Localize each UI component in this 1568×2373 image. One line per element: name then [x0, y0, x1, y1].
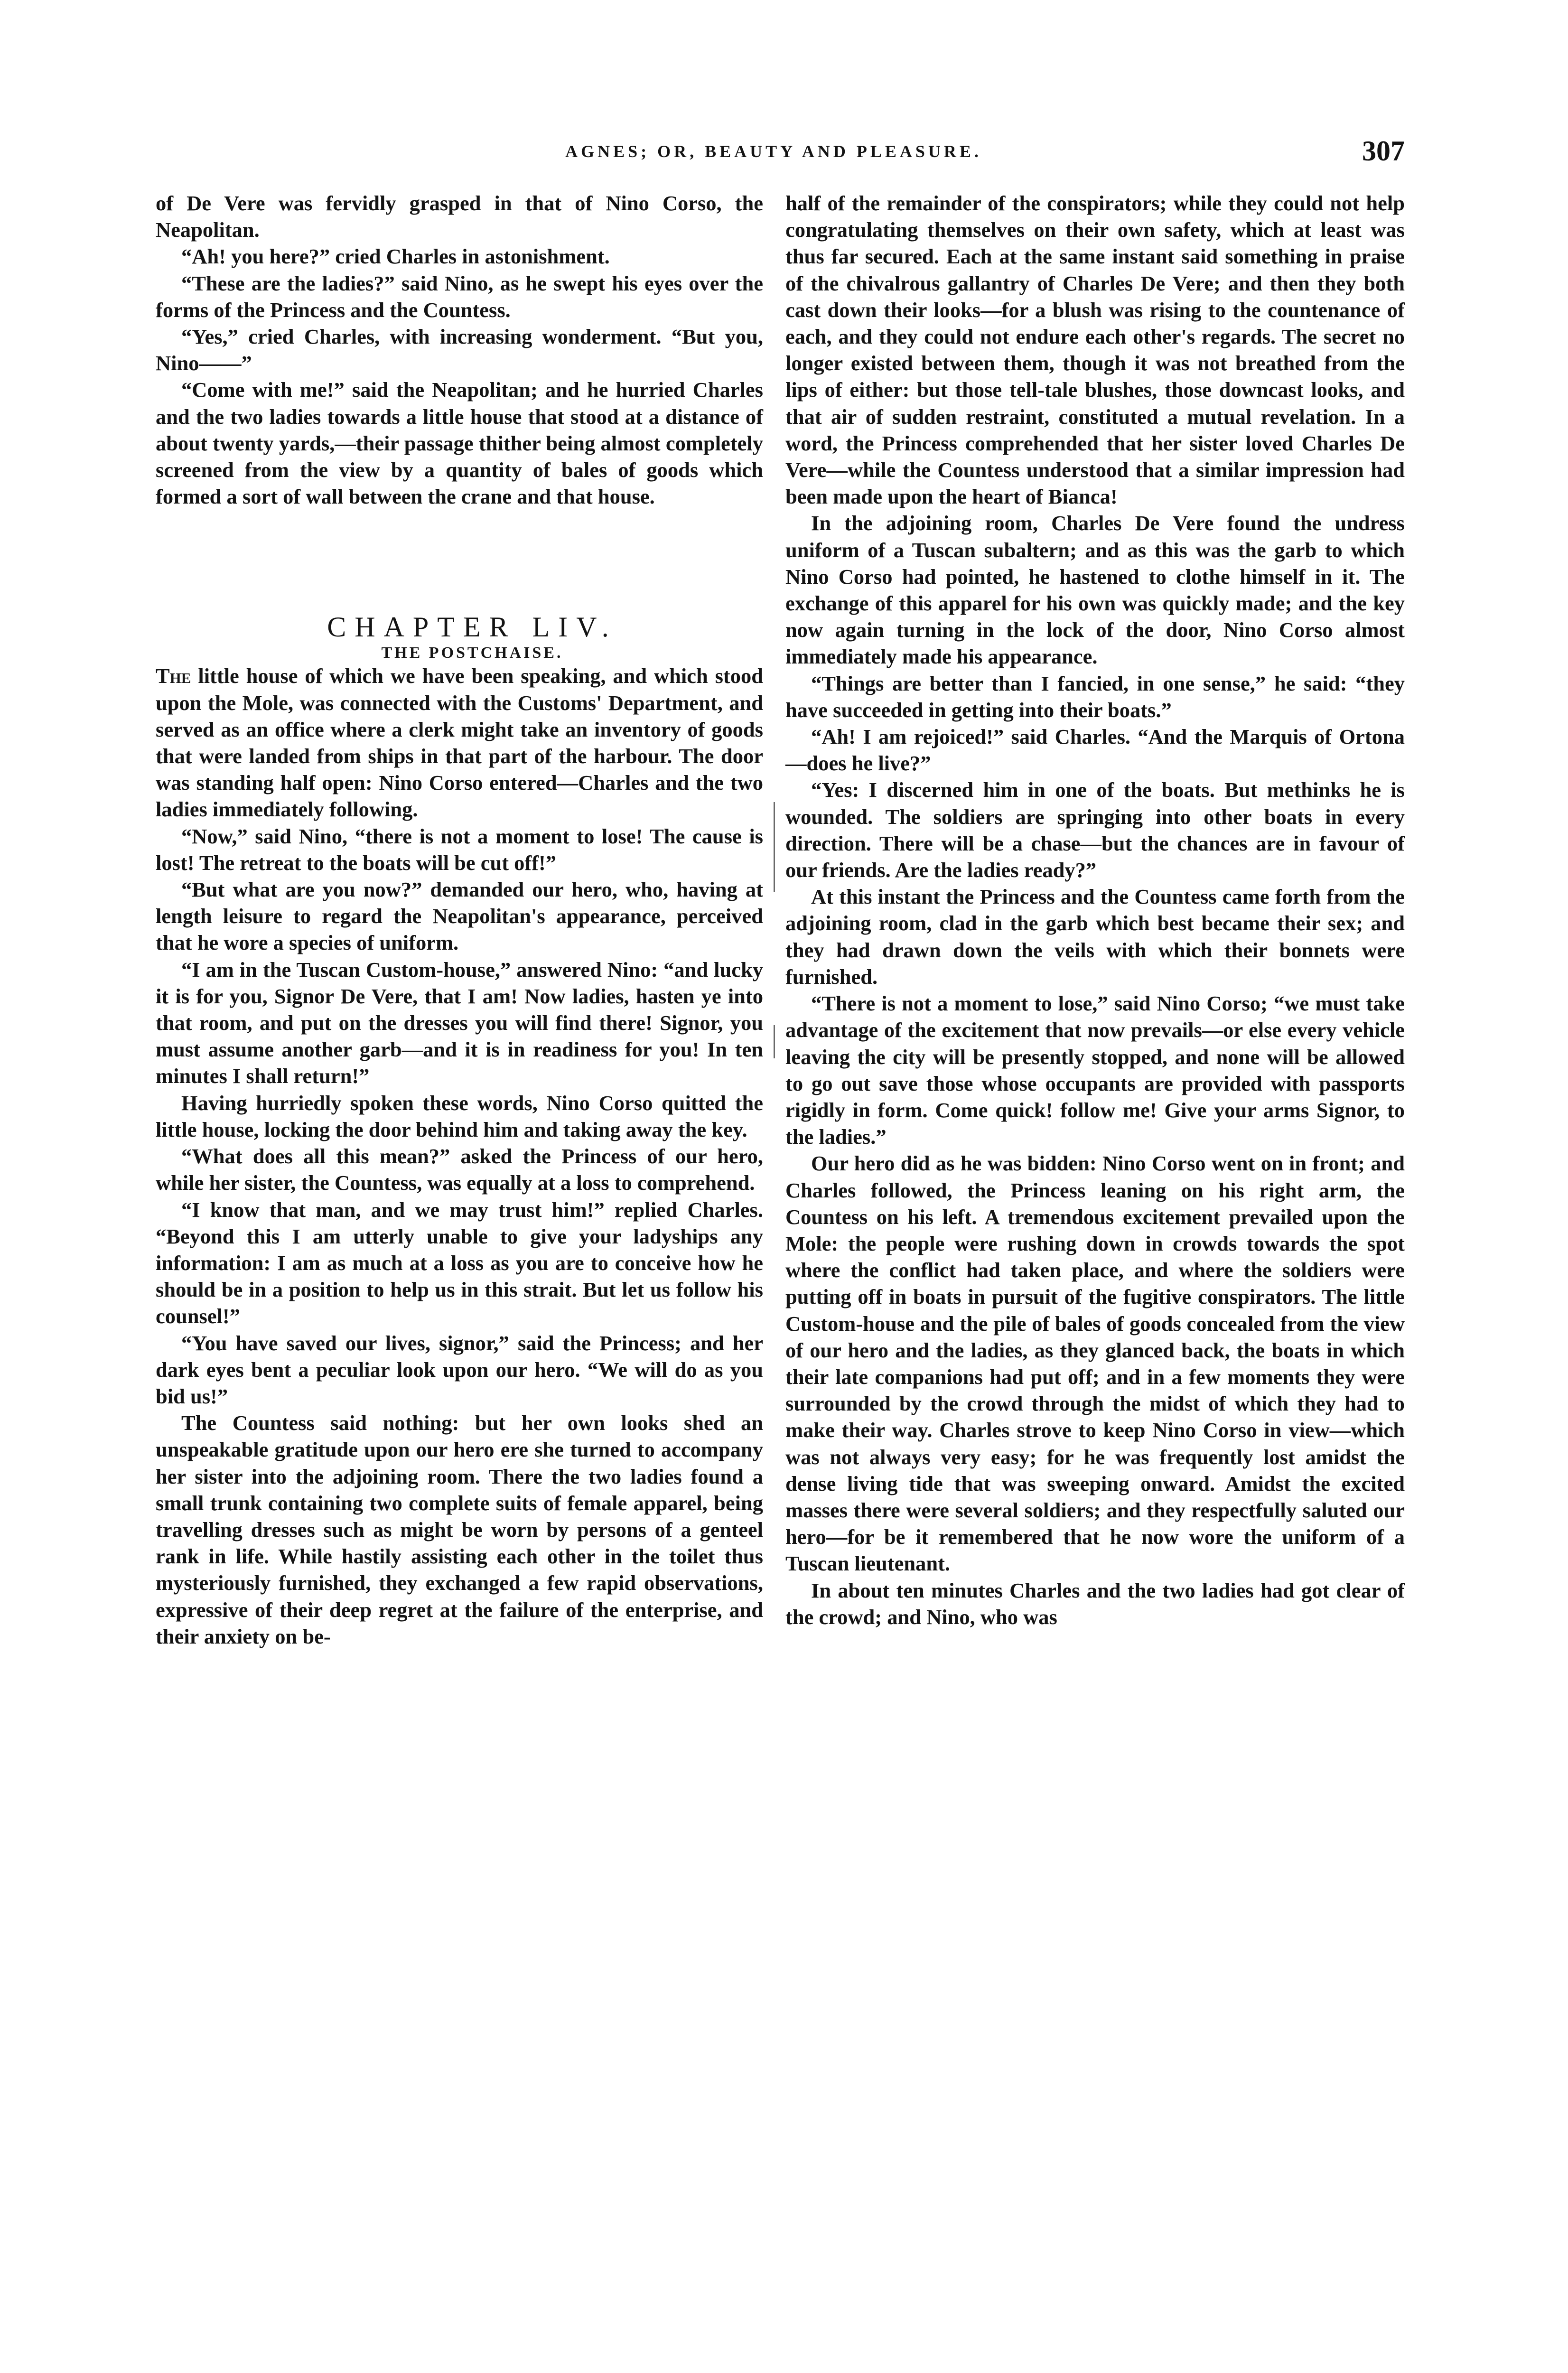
column-rule [774, 802, 775, 892]
paragraph: At this instant the Princess and the Countess came forth from the adjoining room, clad in the garb which best became their sex; and they had drawn down the veils with which their bonnets were furnished. [785, 885, 1405, 989]
paragraph: “Ah! I am rejoiced!” said Charles. “And the Marquis of Ortona—does he live?” [785, 725, 1405, 775]
running-head [142, 135, 1405, 175]
chapter-first-paragraph [156, 663, 763, 822]
paragraph: “I know that man, and we may trust him!” replied Charles. “Beyond this I am utterly unable to give your ladyships any information: I am as much at a loss as you are to conceive how he should be in a position to help us in this strait. But let us follow his counsel!” [156, 1197, 763, 1328]
chapter-spacer [156, 510, 763, 610]
paragraph: In the adjoining room, Charles De Vere found the undress uniform of a Tuscan subaltern; and as this was the garb to which Nino Corso had pointed, he hastened to clothe himself in it. The exchange of this apparel for his own was quickly made; and the key now again turning in the lock of the door, Nino Corso almost immediately made his appearance. [785, 511, 1405, 669]
chapter-heading: CHAPTER LIV. [327, 611, 617, 643]
paragraph: Having hurriedly spoken these words, Nino Corso quitted the little house, locking the door behind him and taking away the key. [156, 1091, 763, 1141]
paragraph: “Yes,” cried Charles, with increasing wonderment. “But you, Nino——” [156, 325, 763, 375]
right-column-text [785, 190, 1405, 1630]
paragraph: In about ten minutes Charles and the two ladies had got clear of the crowd; and Nino, who was [785, 1578, 1405, 1629]
first-paragraph-text: little house of which we have been speaking, and which stood upon the Mole, was connected with the Customs' Department, and served as an office where a clerk might take an inventory of goods that were landed from ships in that part of the harbour. The door was standing half open: Nino Corso entered—Charles and the two ladies immediately following. [156, 664, 763, 822]
left-column-opening-text [156, 190, 763, 510]
paragraph: “What does all this mean?” asked the Princess of our hero, while her sister, the Countess, was equally at a loss to comprehend. [156, 1144, 763, 1195]
drop-word: The [156, 664, 191, 688]
paragraph: “I am in the Tuscan Custom-house,” answered Nino: “and lucky it is for you, Signor De Vere, that I am! Now ladies, hasten ye into that room, and put on the dresses you will find there! Signor, you must assume another garb—and it is in readiness for you! In ten minutes I shall return!” [156, 957, 763, 1088]
paragraph: “You have saved our lives, signor,” said the Princess; and her dark eyes bent a peculiar look upon our hero. “We will do as you bid us!” [156, 1331, 763, 1408]
paragraph: half of the remainder of the conspirators; while they could not help congratulating themselves on their own safety, which at least was thus far secured. Each at the same instant said something in praise of the chivalrous gallantry of Charles De Vere; and then they both cast down their looks—for a blush was rising to the countenance of each, and they could not endure each other's regards. The secret no longer existed between them, though it was not breathed from the lips of either: but those tell-tale blushes, those downcast looks, and that air of sudden restraint, constituted a mutual revelation. In a word, the Princess comprehended that her sister loved Charles De Vere—while the Countess understood that a similar impression had been made upon the heart of Bianca! [785, 191, 1405, 509]
paragraph: “Ah! you here?” cried Charles in astonishment. [181, 244, 610, 269]
paragraph: of De Vere was fervidly grasped in that of Nino Corso, the Neapolitan. [156, 191, 763, 242]
paragraph: The Countess said nothing: but her own looks shed an unspeakable gratitude upon our hero ere she turned to accompany her sister into the adjoining room. There the two ladies found a small trunk containing two complete suits of female apparel, being travelling dresses such as might be worn by persons of a genteel rank in life. While hastily assisting each other in the toilet thus mysteriously furnished, they exchanged a few rapid observations, expressive of their deep regret at the failure of the enterprise, and their anxiety on be- [156, 1411, 763, 1648]
paragraph: “These are the ladies?” said Nino, as he swept his eyes over the forms of the Princess and the Countess. [156, 271, 763, 322]
paragraph: “Yes: I discerned him in one of the boats. But methinks he is wounded. The soldiers are springing into other boats in every direction. There will be a chase—but the chances are in favour of our friends. Are the ladies ready?” [785, 778, 1405, 882]
paragraph: Our hero did as he was bidden: Nino Corso went on in front; and Charles followed, the Princess leaning on his right arm, the Countess on his left. A tremendous excitement prevailed upon the Mole: the people were rushing down in crowds towards the spot where the conflict had taken place, and where the soldiers were putting off in boats in pursuit of the fugitive conspirators. The little Custom-house and the pile of bales of goods concealed from the view of our hero and the ladies, as they glanced back, the boats in which their late companions had put off; and in a few moments they were surrounded by the crowd through the midst of which they had to make their way. Charles strove to keep Nino Corso in view—which was not always very easy; for he was frequently lost amidst the dense living tide that was sweeping onward. Amidst the excited masses there were several soldiers; and they respectfully saluted our hero—for be it remembered that he now wore the uniform of a Tuscan lieutenant. [785, 1151, 1405, 1576]
left-column-chapter-text [156, 823, 763, 1650]
right-column [785, 190, 1405, 1630]
paragraph: “Now,” said Nino, “there is not a moment to lose! The cause is lost! The retreat to the boats will be cut off!” [156, 824, 763, 875]
left-column [156, 190, 763, 1650]
paragraph: “There is not a moment to lose,” said Nino Corso; “we must take advantage of the excitement that now prevails—or else every vehicle leaving the city will be presently stopped, and none will be allowed to go out save those whose occupants are provided with passports rigidly in form. Come quick! follow me! Give your arms Signor, to the ladies.” [785, 991, 1405, 1149]
paragraph: “Things are better than I fancied, in one sense,” he said: “they have succeeded in getting into their boats.” [785, 671, 1405, 722]
paragraph: “Come with me!” said the Neapolitan; and he hurried Charles and the two ladies towards a little house that stood at a distance of about twenty yards,—their passage thither being almost completely screened from the view by a quantity of bales of goods which formed a sort of wall between the crane and that house. [156, 378, 763, 509]
paragraph: “But what are you now?” demanded our hero, who, having at length leisure to regard the Neapolitan's appearance, perceived that he wore a species of uniform. [156, 878, 763, 955]
chapter-subtitle: THE POSTCHAISE. [381, 644, 563, 662]
running-title: AGNES; OR, BEAUTY AND PLEASURE. [565, 142, 982, 161]
column-rule [774, 1025, 775, 1058]
page-number: 307 [1362, 135, 1405, 167]
